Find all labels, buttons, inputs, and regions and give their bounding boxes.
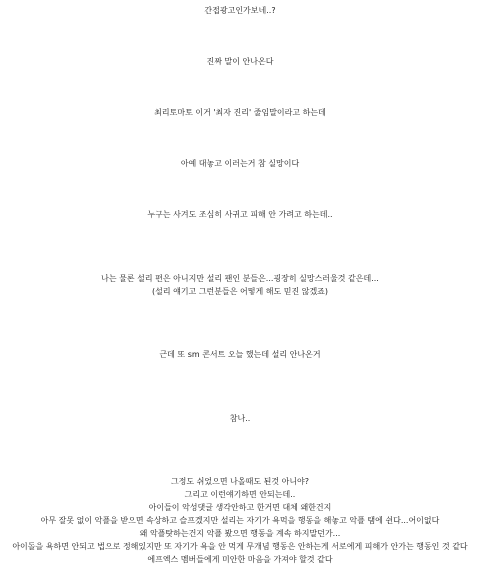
text-line: 근데 또 sm 콘서트 오늘 했는데 설리 안나온거	[159, 350, 321, 359]
text-line: 누구는 사겨도 조심히 사귀고 피해 안 가려고 하는데..	[147, 210, 333, 219]
text-line: 왜 악플탓하는건지 악플 봤으면 행동을 계속 하지말던가...	[139, 529, 341, 538]
text-line: 아이돌을 욕하면 안되고 법으로 정해있지만 또 자기가 욕을 안 먹게 무개념 행동은 안하는게 서로에게 피해가 안가는 행동인 것 같다	[12, 542, 468, 551]
paragraph-6	[0, 272, 480, 298]
paragraph-8	[0, 412, 480, 425]
text-line: 아예 대놓고 이러는거 참 실망이다	[180, 159, 300, 168]
text-line: 참나..	[229, 414, 251, 423]
text-line: 에프엑스 멤버들에게 미안한 마음을 가져야 할것 같다	[147, 555, 333, 564]
text-line: 아무 잘못 없이 악플을 받으면 속상하고 슬프겠지만 설리는 자기가 욕먹을 행동을 해놓고 악플 탬에 쉰다...어이없다	[40, 516, 440, 525]
paragraph-1	[0, 4, 480, 17]
text-line: 그리고 이런얘기하면 안되는데..	[184, 490, 296, 499]
paragraph-7	[0, 348, 480, 361]
paragraph-5	[0, 208, 480, 221]
text-line: (설리 얘기고 그런분들은 어떻게 해도 믿진 않겠죠)	[151, 287, 329, 296]
text-line: 최리토마토 이거 '최자 진리' 줄임말이라고 하는데	[154, 108, 326, 117]
paragraph-9	[0, 475, 480, 566]
text-line: 그정도 쉬었으면 나올때도 된것 아니야?	[170, 477, 310, 486]
text-line: 나는 물론 설리 편은 아니지만 설리 팬인 분들은...굉장히 실망스러울것 같은데...	[101, 274, 379, 283]
text-line: 아이들이 악성댓글 생각안하고 한거면 대체 왜한건지	[148, 503, 332, 512]
paragraph-3	[0, 106, 480, 119]
text-line: 진짜 말이 안나온다	[206, 57, 274, 66]
text-line: 간접광고인가보네..?	[204, 6, 276, 15]
paragraph-4	[0, 157, 480, 170]
paragraph-2	[0, 55, 480, 68]
